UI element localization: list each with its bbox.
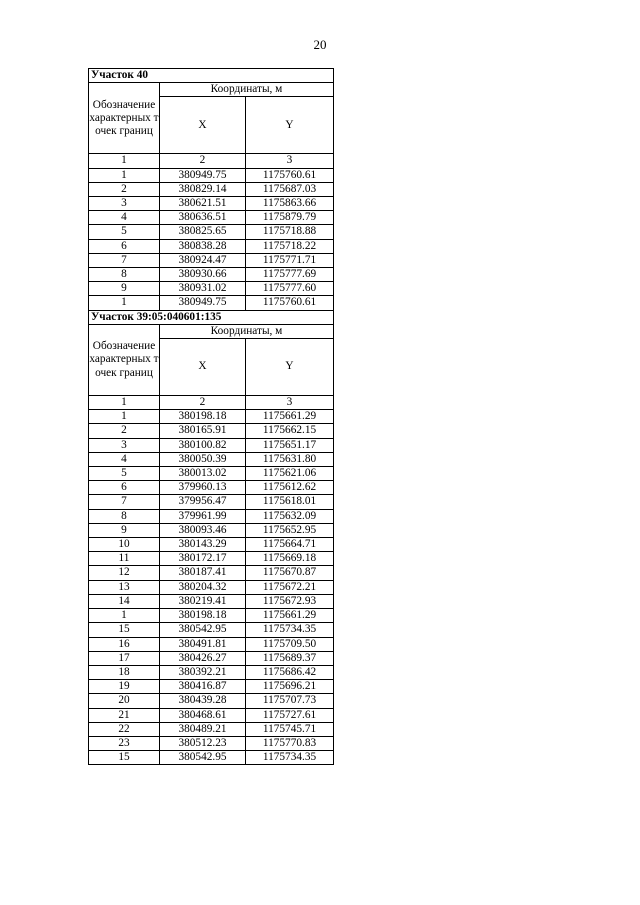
x-coordinate-cell: 380636.51 <box>160 211 246 225</box>
x-coordinate-cell: 379960.13 <box>160 481 246 495</box>
table-row <box>89 182 334 196</box>
x-coordinate-cell: 380825.65 <box>160 225 246 239</box>
table-row <box>89 481 334 495</box>
column-number: 2 <box>160 396 246 410</box>
section-title: Участок 39:05:040601:135 <box>89 310 334 324</box>
x-coordinate-cell: 380172.17 <box>160 552 246 566</box>
table-row <box>89 253 334 267</box>
y-coordinate-cell: 1175664.71 <box>246 538 334 552</box>
y-coordinate-cell: 1175777.69 <box>246 268 334 282</box>
table-row <box>89 665 334 679</box>
y-coordinate-cell: 1175707.73 <box>246 694 334 708</box>
x-coordinate-cell: 380219.41 <box>160 594 246 608</box>
x-coordinate-cell: 380621.51 <box>160 197 246 211</box>
table-row <box>89 509 334 523</box>
point-number-cell: 6 <box>89 239 160 253</box>
table-row <box>89 566 334 580</box>
point-number-cell: 16 <box>89 637 160 651</box>
point-number-cell: 10 <box>89 538 160 552</box>
coordinates-table <box>88 68 334 765</box>
y-coordinate-cell: 1175760.61 <box>246 296 334 310</box>
x-coordinate-cell: 379961.99 <box>160 509 246 523</box>
y-coordinate-cell: 1175879.79 <box>246 211 334 225</box>
y-coordinate-cell: 1175687.03 <box>246 182 334 196</box>
table-row <box>89 438 334 452</box>
point-number-cell: 14 <box>89 594 160 608</box>
table-row <box>89 523 334 537</box>
page-number: 20 <box>313 37 327 52</box>
table-row <box>89 296 334 310</box>
x-coordinate-cell: 379956.47 <box>160 495 246 509</box>
coordinates-header: Координаты, м <box>160 83 334 97</box>
table-row <box>89 637 334 651</box>
designation-header: Обозначение характерных точек границ <box>89 83 160 154</box>
point-number-cell: 7 <box>89 495 160 509</box>
y-coordinate-cell: 1175631.80 <box>246 452 334 466</box>
y-coordinate-cell: 1175760.61 <box>246 168 334 182</box>
x-coordinate-cell: 380093.46 <box>160 523 246 537</box>
point-number-cell: 4 <box>89 452 160 466</box>
y-coordinate-cell: 1175727.61 <box>246 708 334 722</box>
table-row <box>89 680 334 694</box>
x-coordinate-cell: 380198.18 <box>160 609 246 623</box>
x-coordinate-cell: 380838.28 <box>160 239 246 253</box>
point-number-cell: 15 <box>89 751 160 765</box>
point-number-cell: 8 <box>89 509 160 523</box>
table-row <box>89 552 334 566</box>
section-title-row <box>89 69 334 83</box>
table-row <box>89 651 334 665</box>
table-row <box>89 708 334 722</box>
x-coordinate-cell: 380829.14 <box>160 182 246 196</box>
point-number-cell: 9 <box>89 523 160 537</box>
table-row <box>89 239 334 253</box>
table-row <box>89 211 334 225</box>
x-coordinate-cell: 380930.66 <box>160 268 246 282</box>
table-row <box>89 751 334 765</box>
y-coordinate-cell: 1175651.17 <box>246 438 334 452</box>
y-coordinate-cell: 1175621.06 <box>246 467 334 481</box>
table-row <box>89 168 334 182</box>
designation-header: Обозначение характерных точек границ <box>89 324 160 395</box>
table-row <box>89 424 334 438</box>
column-number: 3 <box>246 396 334 410</box>
y-coordinate-cell: 1175662.15 <box>246 424 334 438</box>
point-number-cell: 11 <box>89 552 160 566</box>
x-coordinate-cell: 380143.29 <box>160 538 246 552</box>
y-coordinate-cell: 1175696.21 <box>246 680 334 694</box>
table-row <box>89 538 334 552</box>
table-row <box>89 467 334 481</box>
x-coordinate-cell: 380924.47 <box>160 253 246 267</box>
point-number-cell: 2 <box>89 424 160 438</box>
header-row <box>89 324 334 338</box>
y-coordinate-cell: 1175863.66 <box>246 197 334 211</box>
x-coordinate-cell: 380050.39 <box>160 452 246 466</box>
column-number: 3 <box>246 154 334 168</box>
table-row <box>89 225 334 239</box>
x-coordinate-cell: 380198.18 <box>160 410 246 424</box>
column-numbers-row <box>89 396 334 410</box>
column-numbers-row <box>89 154 334 168</box>
point-number-cell: 1 <box>89 410 160 424</box>
column-number: 2 <box>160 154 246 168</box>
y-coordinate-cell: 1175669.18 <box>246 552 334 566</box>
point-number-cell: 3 <box>89 438 160 452</box>
point-number-cell: 1 <box>89 168 160 182</box>
x-coordinate-cell: 380013.02 <box>160 467 246 481</box>
x-coordinate-cell: 380949.75 <box>160 168 246 182</box>
y-coordinate-cell: 1175661.29 <box>246 410 334 424</box>
point-number-cell: 23 <box>89 736 160 750</box>
point-number-cell: 20 <box>89 694 160 708</box>
y-coordinate-cell: 1175618.01 <box>246 495 334 509</box>
x-coordinate-cell: 380512.23 <box>160 736 246 750</box>
column-number: 1 <box>89 154 160 168</box>
x-coordinate-cell: 380542.95 <box>160 751 246 765</box>
point-number-cell: 22 <box>89 722 160 736</box>
point-number-cell: 4 <box>89 211 160 225</box>
point-number-cell: 15 <box>89 623 160 637</box>
table-row <box>89 495 334 509</box>
x-header: X <box>160 339 246 396</box>
point-number-cell: 1 <box>89 609 160 623</box>
table-row <box>89 594 334 608</box>
x-coordinate-cell: 380439.28 <box>160 694 246 708</box>
x-coordinate-cell: 380416.87 <box>160 680 246 694</box>
table-row <box>89 580 334 594</box>
point-number-cell: 18 <box>89 665 160 679</box>
x-coordinate-cell: 380542.95 <box>160 623 246 637</box>
table-row <box>89 736 334 750</box>
point-number-cell: 7 <box>89 253 160 267</box>
x-coordinate-cell: 380491.81 <box>160 637 246 651</box>
point-number-cell: 19 <box>89 680 160 694</box>
coordinates-table-body <box>89 69 334 765</box>
y-coordinate-cell: 1175734.35 <box>246 751 334 765</box>
y-coordinate-cell: 1175612.62 <box>246 481 334 495</box>
table-row <box>89 694 334 708</box>
y-coordinate-cell: 1175718.88 <box>246 225 334 239</box>
point-number-cell: 5 <box>89 467 160 481</box>
table-row <box>89 197 334 211</box>
x-header: X <box>160 97 246 154</box>
table-row <box>89 623 334 637</box>
point-number-cell: 3 <box>89 197 160 211</box>
column-number: 1 <box>89 396 160 410</box>
header-row <box>89 83 334 97</box>
x-coordinate-cell: 380949.75 <box>160 296 246 310</box>
point-number-cell: 8 <box>89 268 160 282</box>
y-coordinate-cell: 1175777.60 <box>246 282 334 296</box>
table-row <box>89 609 334 623</box>
x-coordinate-cell: 380489.21 <box>160 722 246 736</box>
x-coordinate-cell: 380426.27 <box>160 651 246 665</box>
x-coordinate-cell: 380931.02 <box>160 282 246 296</box>
y-coordinate-cell: 1175770.83 <box>246 736 334 750</box>
point-number-cell: 12 <box>89 566 160 580</box>
point-number-cell: 5 <box>89 225 160 239</box>
y-coordinate-cell: 1175709.50 <box>246 637 334 651</box>
y-coordinate-cell: 1175652.95 <box>246 523 334 537</box>
point-number-cell: 9 <box>89 282 160 296</box>
y-header: Y <box>246 339 334 396</box>
y-header: Y <box>246 97 334 154</box>
table-row <box>89 268 334 282</box>
y-coordinate-cell: 1175672.21 <box>246 580 334 594</box>
y-coordinate-cell: 1175745.71 <box>246 722 334 736</box>
y-coordinate-cell: 1175689.37 <box>246 651 334 665</box>
x-coordinate-cell: 380165.91 <box>160 424 246 438</box>
y-coordinate-cell: 1175686.42 <box>246 665 334 679</box>
x-coordinate-cell: 380468.61 <box>160 708 246 722</box>
point-number-cell: 6 <box>89 481 160 495</box>
y-coordinate-cell: 1175670.87 <box>246 566 334 580</box>
y-coordinate-cell: 1175661.29 <box>246 609 334 623</box>
point-number-cell: 21 <box>89 708 160 722</box>
point-number-cell: 17 <box>89 651 160 665</box>
y-coordinate-cell: 1175734.35 <box>246 623 334 637</box>
x-coordinate-cell: 380100.82 <box>160 438 246 452</box>
y-coordinate-cell: 1175718.22 <box>246 239 334 253</box>
table-row <box>89 452 334 466</box>
point-number-cell: 2 <box>89 182 160 196</box>
section-title: Участок 40 <box>89 69 334 83</box>
x-coordinate-cell: 380204.32 <box>160 580 246 594</box>
table-row <box>89 282 334 296</box>
table-row <box>89 722 334 736</box>
y-coordinate-cell: 1175771.71 <box>246 253 334 267</box>
y-coordinate-cell: 1175632.09 <box>246 509 334 523</box>
coordinates-header: Координаты, м <box>160 324 334 338</box>
point-number-cell: 13 <box>89 580 160 594</box>
table-row <box>89 410 334 424</box>
x-coordinate-cell: 380392.21 <box>160 665 246 679</box>
x-coordinate-cell: 380187.41 <box>160 566 246 580</box>
section-title-row <box>89 310 334 324</box>
point-number-cell: 1 <box>89 296 160 310</box>
y-coordinate-cell: 1175672.93 <box>246 594 334 608</box>
